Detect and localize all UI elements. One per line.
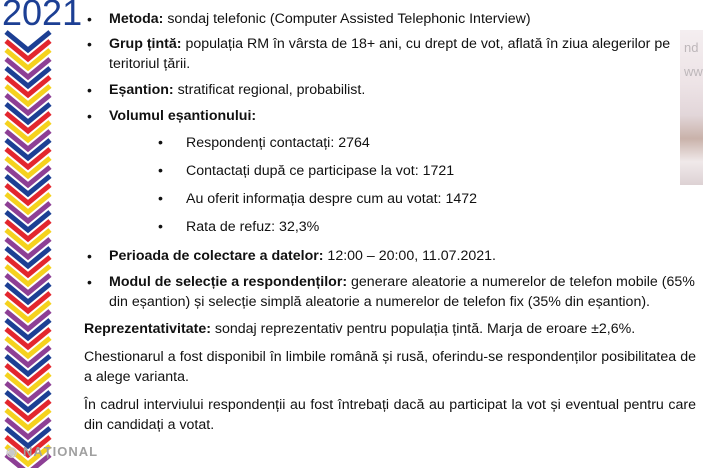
paragraph-questionnaire-languages xyxy=(84,347,696,387)
sub-bullet-text: Contactați după ce participase la vot: 1721 xyxy=(186,163,455,179)
bullet-text: stratificat regional, probabilist. xyxy=(173,82,366,98)
bullet-item-sample xyxy=(86,80,696,100)
bullet-text: populația RM în vârsta de 18+ ani, cu drept de vot, aflată în ziua alegerilor pe teritoriul țării. xyxy=(109,36,671,72)
side-fragment-text: nd xyxy=(684,40,699,55)
bullet-dot-icon: • xyxy=(87,36,92,52)
bullet-dot-icon: • xyxy=(87,11,92,27)
decorative-chevron-stripes xyxy=(0,28,58,468)
sub-bullet-item xyxy=(86,217,696,237)
bullet-dot-icon: • xyxy=(87,108,92,124)
paragraph-representativeness xyxy=(84,319,696,339)
paragraph-interview-questions xyxy=(84,395,696,435)
bullet-text: generare aleatorie a numerelor de telefon mobile (65% din eșantion) și selecție simplă aleatorie a numerelor de telefon fix (35% din eșantion). xyxy=(109,274,695,310)
bullet-dot-icon: • xyxy=(87,82,92,98)
bullet-dot-icon: • xyxy=(158,135,163,151)
logo-text: NAȚIONAL xyxy=(22,444,99,459)
bullet-item-selection-mode xyxy=(86,272,696,312)
sub-bullet-text: Respondenți contactați: 2764 xyxy=(186,135,370,151)
bullet-label: Grup țintă: xyxy=(109,36,182,52)
paragraph-label: Reprezentativitate: xyxy=(84,321,211,337)
paragraph-text: Chestionarul a fost disponibil în limbile română și rusă, oferindu-se respondenților posibilitatea de a alege varianta. xyxy=(84,349,696,385)
bullet-label: Perioada de colectare a datelor: xyxy=(109,248,324,264)
bullet-dot-icon: • xyxy=(87,274,92,290)
bullet-label: Modul de selecție a respondenților: xyxy=(109,274,348,290)
bullet-dot-icon: • xyxy=(158,163,163,179)
bullet-label: Eșantion: xyxy=(109,82,174,98)
bullet-item-collection-period xyxy=(86,246,696,266)
bullet-text: sondaj telefonic (Computer Assisted Telephonic Interview) xyxy=(163,11,531,27)
sub-bullet-item xyxy=(86,189,696,209)
logo-mark-icon: ◉ xyxy=(6,444,19,459)
paragraph-text: sondaj reprezentativ pentru populația țintă. Marja de eroare ±2,6%. xyxy=(210,321,636,337)
channel-logo xyxy=(6,444,98,460)
methodology-text-block xyxy=(84,9,699,441)
bullet-item-sample-volume xyxy=(86,106,696,126)
side-fragment-text: ww xyxy=(684,64,703,79)
bullet-item-method xyxy=(86,9,696,29)
bullet-label: Metoda: xyxy=(109,11,164,27)
sub-bullet-text: Au oferit informația despre cum au votat: 1472 xyxy=(186,191,478,207)
sub-bullet-text: Rata de refuz: 32,3% xyxy=(186,219,320,235)
sub-bullet-item xyxy=(86,133,696,153)
bullet-dot-icon: • xyxy=(158,219,163,235)
bullet-label: Volumul eșantionului: xyxy=(109,108,257,124)
bullet-dot-icon: • xyxy=(158,191,163,207)
sub-bullet-item xyxy=(86,161,696,181)
bullet-dot-icon: • xyxy=(87,248,92,264)
year-heading: 2021 xyxy=(2,0,83,33)
paragraph-text: În cadrul interviului respondenții au fost întrebați dacă au participat la vot și eventual pentru care din candidați a votat. xyxy=(84,397,696,433)
bullet-text: 12:00 – 20:00, 11.07.2021. xyxy=(323,248,496,264)
